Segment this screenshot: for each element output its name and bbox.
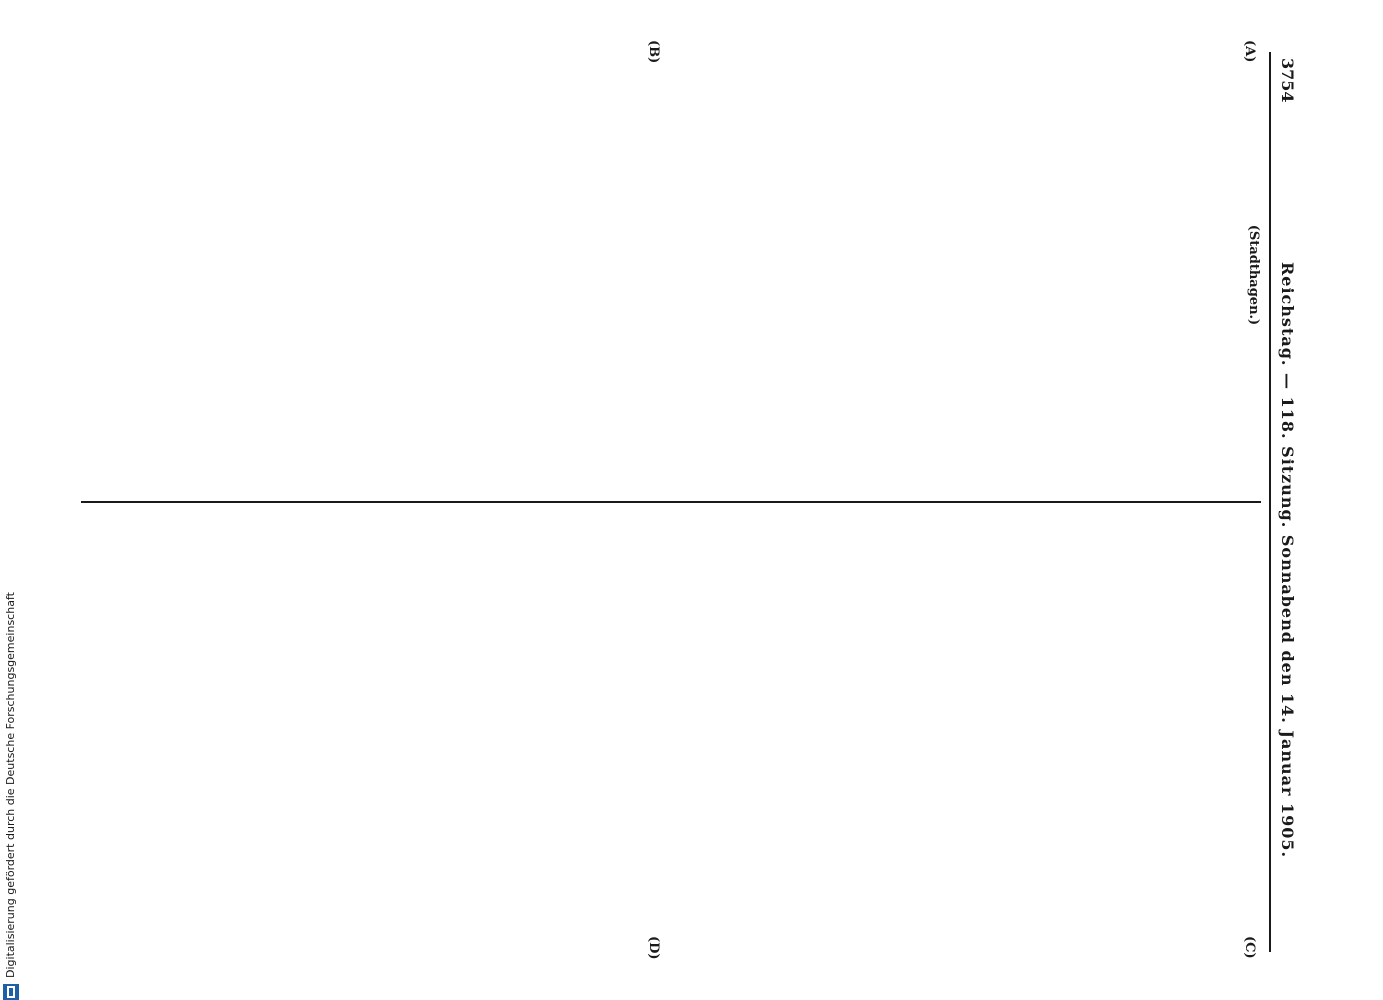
text-line xyxy=(938,520,955,938)
text-line xyxy=(1074,520,1091,938)
text-line xyxy=(347,66,364,484)
text-line xyxy=(729,66,746,484)
text-line xyxy=(1108,520,1125,938)
text-column-left xyxy=(81,66,1261,484)
text-line xyxy=(504,66,521,484)
text-line xyxy=(870,520,887,938)
text-line xyxy=(1006,520,1023,938)
text-line xyxy=(509,520,526,938)
text-line xyxy=(645,520,662,938)
text-line xyxy=(54,66,71,484)
text-line xyxy=(1040,520,1057,938)
text-line xyxy=(746,66,763,484)
text-line xyxy=(199,520,216,938)
text-line xyxy=(335,520,352,938)
text-line xyxy=(916,66,933,484)
text-line xyxy=(1023,520,1040,938)
text-line xyxy=(1142,520,1159,938)
text-line xyxy=(88,66,105,484)
text-line xyxy=(899,66,916,484)
text-line xyxy=(139,66,156,484)
text-line xyxy=(594,520,611,938)
text-line xyxy=(836,520,853,938)
text-line xyxy=(712,66,729,484)
text-line xyxy=(623,66,640,484)
text-line xyxy=(713,520,730,938)
text-line xyxy=(441,520,458,938)
text-line xyxy=(853,520,870,938)
text-line xyxy=(831,66,848,484)
text-line xyxy=(1193,520,1210,938)
text-line xyxy=(572,66,589,484)
text-line xyxy=(250,520,267,938)
text-line xyxy=(71,66,88,484)
text-line xyxy=(628,520,645,938)
text-line xyxy=(424,520,441,938)
text-line xyxy=(538,66,555,484)
text-line xyxy=(207,66,224,484)
running-title: Reichstag. — 118. Sitzung. Sonnabend den 14. Januar 1905. xyxy=(1278,262,1297,859)
text-line xyxy=(190,66,207,484)
margin-letter-a: (A) xyxy=(1242,40,1257,63)
margin-letter-b: (B) xyxy=(646,40,661,64)
text-line xyxy=(330,66,347,484)
text-line xyxy=(233,520,250,938)
text-line xyxy=(679,520,696,938)
paragraph xyxy=(262,66,381,484)
paragraph xyxy=(712,66,1239,484)
text-line xyxy=(313,66,330,484)
text-line xyxy=(284,520,301,938)
header-rule xyxy=(1269,52,1271,952)
text-line xyxy=(475,520,492,938)
page-number: 3754 xyxy=(1278,58,1297,103)
text-line xyxy=(1171,66,1188,484)
text-line xyxy=(352,520,369,938)
text-line xyxy=(657,66,674,484)
text-line xyxy=(785,520,802,938)
text-line xyxy=(419,66,436,484)
text-line xyxy=(848,66,865,484)
text-line xyxy=(1001,66,1018,484)
paragraph xyxy=(37,66,258,484)
text-line xyxy=(696,520,713,938)
text-line xyxy=(1205,66,1222,484)
text-line xyxy=(606,66,623,484)
text-line xyxy=(1188,66,1205,484)
text-line xyxy=(453,66,470,484)
text-line xyxy=(224,66,241,484)
text-line xyxy=(814,66,831,484)
text-column-right xyxy=(81,520,1261,938)
text-line xyxy=(797,66,814,484)
text-line xyxy=(241,66,258,484)
text-line xyxy=(173,66,190,484)
text-line xyxy=(1035,66,1052,484)
text-line xyxy=(267,520,284,938)
text-line xyxy=(751,520,768,938)
text-line xyxy=(589,66,606,484)
text-line xyxy=(1244,520,1261,938)
text-line xyxy=(577,520,594,938)
text-line xyxy=(887,520,904,938)
text-line xyxy=(555,66,572,484)
text-line xyxy=(1103,66,1120,484)
text-line xyxy=(1154,66,1171,484)
text-line xyxy=(802,520,819,938)
text-line xyxy=(984,66,1001,484)
page-header xyxy=(1271,52,1301,952)
text-line xyxy=(662,520,679,938)
text-line xyxy=(1227,520,1244,938)
text-line xyxy=(1018,66,1035,484)
text-line xyxy=(37,66,54,484)
text-line xyxy=(318,520,335,938)
text-line xyxy=(1210,520,1227,938)
text-line xyxy=(640,66,657,484)
text-line xyxy=(279,66,296,484)
text-line xyxy=(526,520,543,938)
paragraph xyxy=(385,66,708,484)
paragraph xyxy=(114,520,403,938)
text-line xyxy=(560,520,577,938)
text-line xyxy=(487,66,504,484)
text-line xyxy=(1137,66,1154,484)
text-line xyxy=(492,520,509,938)
paragraph xyxy=(751,520,1261,938)
text-line xyxy=(882,66,899,484)
text-line xyxy=(301,520,318,938)
text-line xyxy=(105,66,122,484)
text-line xyxy=(1176,520,1193,938)
column-divider xyxy=(81,501,1261,503)
speaker-tag: (Stadthagen.) xyxy=(1246,224,1261,326)
text-line xyxy=(165,520,182,938)
text-line xyxy=(385,66,402,484)
text-line xyxy=(296,66,313,484)
text-line xyxy=(122,66,139,484)
text-line xyxy=(436,66,453,484)
text-line xyxy=(674,66,691,484)
text-line xyxy=(904,520,921,938)
text-line xyxy=(950,66,967,484)
text-line xyxy=(521,66,538,484)
dfg-logo-icon xyxy=(3,984,19,1000)
text-line xyxy=(1159,520,1176,938)
margin-letter-d: (D) xyxy=(646,936,661,960)
text-line xyxy=(933,66,950,484)
text-line xyxy=(543,520,560,938)
text-line xyxy=(989,520,1006,938)
text-line xyxy=(763,66,780,484)
text-line xyxy=(369,520,386,938)
text-line xyxy=(114,520,131,938)
text-line xyxy=(967,66,984,484)
text-line xyxy=(156,66,173,484)
text-line xyxy=(780,66,797,484)
margin-letter-c: (C) xyxy=(1242,936,1257,959)
text-line xyxy=(386,520,403,938)
text-line xyxy=(216,520,233,938)
document-page xyxy=(69,40,1301,960)
paragraph xyxy=(407,520,747,938)
text-line xyxy=(148,520,165,938)
text-line xyxy=(364,66,381,484)
text-line xyxy=(1086,66,1103,484)
digitization-credit xyxy=(2,0,20,1000)
text-line xyxy=(1069,66,1086,484)
text-line xyxy=(921,520,938,938)
text-line xyxy=(691,66,708,484)
text-line xyxy=(768,520,785,938)
text-line xyxy=(262,66,279,484)
text-line xyxy=(407,520,424,938)
text-line xyxy=(730,520,747,938)
text-line xyxy=(1057,520,1074,938)
text-line xyxy=(955,520,972,938)
text-line xyxy=(865,66,882,484)
text-line xyxy=(611,520,628,938)
credit-text: Digitalisierung gefördert durch die Deutsche Forschungsgemeinschaft xyxy=(4,592,17,978)
text-line xyxy=(131,520,148,938)
text-line xyxy=(1120,66,1137,484)
text-line xyxy=(458,520,475,938)
text-line xyxy=(1222,66,1239,484)
text-line xyxy=(972,520,989,938)
text-line xyxy=(182,520,199,938)
text-line xyxy=(1125,520,1142,938)
text-line xyxy=(470,66,487,484)
text-line xyxy=(1052,66,1069,484)
text-line xyxy=(819,520,836,938)
text-line xyxy=(1091,520,1108,938)
text-line xyxy=(402,66,419,484)
